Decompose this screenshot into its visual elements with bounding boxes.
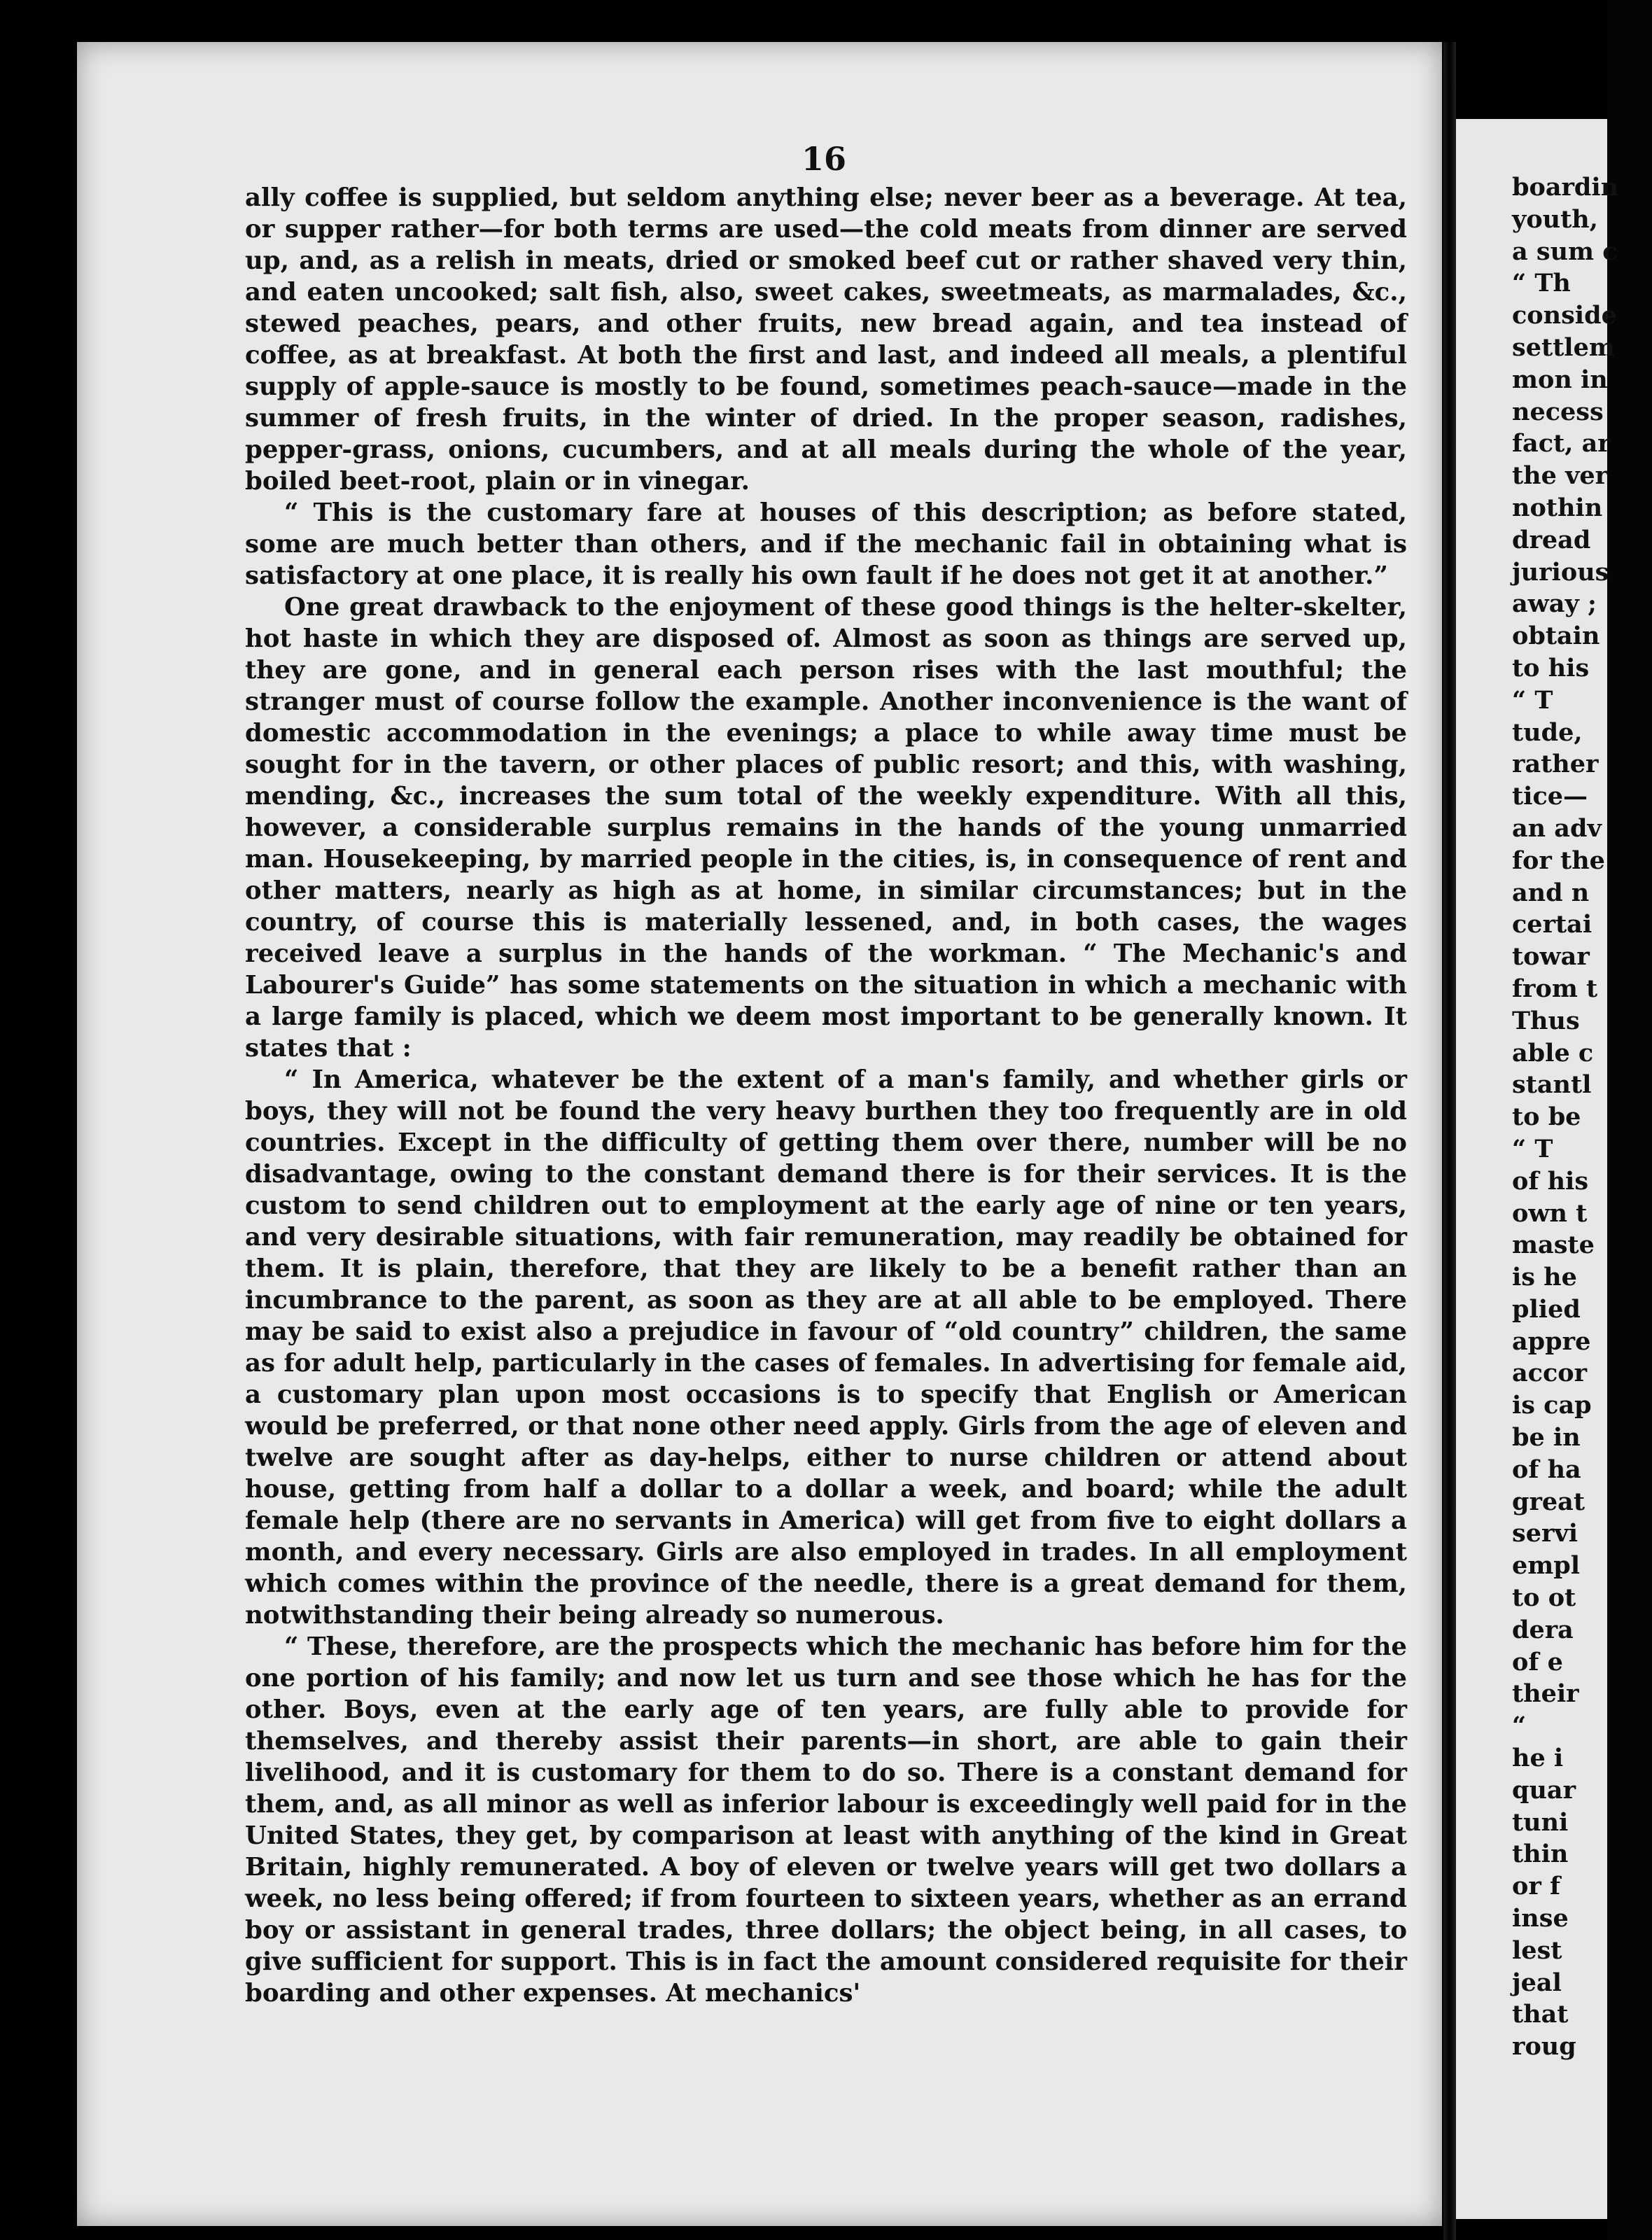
facing-page-line: own t: [1512, 1198, 1588, 1228]
facing-page-line: he i: [1512, 1744, 1564, 1773]
facing-page-line: is he: [1512, 1263, 1577, 1292]
facing-page-line: and n: [1512, 878, 1590, 907]
facing-page-line: tice—: [1512, 782, 1588, 811]
facing-page-line: maste: [1512, 1231, 1595, 1260]
facing-page-line: their: [1512, 1679, 1579, 1709]
facing-page-line: mon in: [1512, 365, 1608, 394]
facing-page-line: certai: [1512, 910, 1592, 939]
facing-page-line: nothin: [1512, 493, 1603, 522]
facing-page-line: “ T: [1512, 685, 1553, 715]
paragraph: ally coffee is supplied, but seldom anything else; never beer as a beverage. At tea, or supper rather—for both terms are used—the cold meats from dinner are served up, and, as a relish in meats, dried or smoked beef cut or rather shaved very thin, and eaten uncooked; salt fish, also, sweet cakes, sweetmeats, as marmalades, &c., stewed peaches, pears, and other fruits, new bread again, and tea instead of coffee, as at breakfast. At both the first and last, and indeed all meals, a plentiful supply of apple-sauce is mostly to be found, sometimes peach-sauce—made in the summer of fresh fruits, in the winter of dried. In the proper season, radishes, pepper-grass, onions, cucumbers, and at all meals during the whole of the year, boiled beet-root, plain or in vinegar.: [245, 183, 1407, 496]
facing-page-line: tuni: [1512, 1807, 1569, 1837]
facing-page-line: lest: [1512, 1935, 1562, 1965]
facing-page-line: able c: [1512, 1038, 1594, 1068]
body-text: [245, 182, 1407, 2009]
facing-page-line: is cap: [1512, 1391, 1592, 1420]
facing-page-line: servi: [1512, 1519, 1578, 1548]
paragraph: “ This is the customary fare at houses of this description; as before stated, some are much better than others, and if the mechanic fail in obtaining what is satisfactory at one place, it is really his own fault if he does not get it at another.”: [245, 498, 1407, 590]
paragraph: “ In America, whatever be the extent of a man's family, and whether girls or boys, they will not be found the very heavy burthen they too frequently are in old countries. Except in the difficulty of getting them over there, number will be no disadvantage, owing to the constant demand there is for their services. It is the custom to send children out to employment at the early age of nine or ten years, and very desirable situations, with fair remuneration, may readily be obtained for them. It is plain, therefore, that they are likely to be a benefit rather than an incumbrance to the parent, as soon as they are at all able to be employed. There may be said to exist also a prejudice in favour of “old country” children, the same as for adult help, particularly in the cases of females. In advertising for female aid, a customary plan upon most occasions is to specify that English or American would be preferred, or that none other need apply. Girls from the age of eleven and twelve are sought after as day-helps, either to nurse children or attend about house, getting from half a dollar to a dollar a week, and board; while the adult female help (there are no servants in America) will get from five to eight dollars a month, and every necessary. Girls are also employed in trades. In all employment which comes within the province of the needle, there is a great demand for them, notwithstanding their being already so numerous.: [245, 1065, 1407, 1630]
facing-page-line: necess: [1512, 397, 1604, 426]
facing-page-line: to his: [1512, 653, 1590, 682]
facing-page-line: stantl: [1512, 1070, 1592, 1100]
facing-page-line: tude,: [1512, 718, 1583, 747]
facing-page-line: “ Th: [1512, 269, 1571, 298]
facing-page-line: inse: [1512, 1904, 1569, 1933]
facing-page-line: thin: [1512, 1840, 1569, 1869]
facing-page-line: to be: [1512, 1102, 1581, 1132]
facing-page-line: be in: [1512, 1423, 1581, 1452]
facing-page-line: the ver: [1512, 461, 1609, 491]
facing-page-line: settlem: [1512, 332, 1615, 362]
facing-page-line: obtain: [1512, 622, 1600, 651]
facing-page-line: towar: [1512, 942, 1590, 972]
facing-page-text: [1512, 172, 1652, 2063]
facing-page-line: dread: [1512, 525, 1591, 554]
facing-page-line: fact, ar: [1512, 429, 1611, 458]
facing-page-line: empl: [1512, 1551, 1581, 1581]
facing-page-line: a sum c: [1512, 237, 1618, 266]
facing-page-line: rather: [1512, 750, 1599, 779]
facing-page-line: great: [1512, 1487, 1586, 1516]
paragraph: One great drawback to the enjoyment of these good things is the helter-skelter, hot haste in which they are disposed of. Almost as soon as things are served up, they are gone, and in general each person rises with the last mouthful; the stranger must of course follow the example. Another inconvenience is the want of domestic accommodation in the evenings; a place to while away time must be sought for in the tavern, or other places of public resort; and this, with washing, mending, &c., increases the sum total of the weekly expenditure. With all this, however, a considerable surplus remains in the hands of the young unmarried man. Housekeeping, by married people in the cities, is, in consequence of rent and other matters, nearly as high as at home, in similar circumstances; but in the country, of course this is materially lessened, and, in both cases, the wages received leave a surplus in the hands of the workman. “ The Mechanic's and Labourer's Guide” has some statements on the situation in which a mechanic with a large family is placed, which we deem most important to be generally known. It states that :: [245, 593, 1407, 1063]
facing-page-line: of e: [1512, 1647, 1563, 1676]
facing-page-line: or f: [1512, 1872, 1561, 1901]
book-gutter: [1443, 42, 1456, 2240]
facing-page-line: jeal: [1512, 1968, 1562, 1997]
facing-page-line: that: [1512, 2000, 1569, 2029]
facing-page-line: “: [1512, 1712, 1527, 1741]
facing-page-line: conside: [1512, 301, 1617, 330]
paragraph: “ These, therefore, are the prospects which the mechanic has before him for the one portion of his family; and now let us turn and see those which he has for the other. Boys, even at the early age of ten years, are fully able to provide for themselves, and thereby assist their parents—in short, are able to gain their livelihood, and it is customary for them to do so. There is a constant demand for them, and, as all minor as well as inferior labour is exceedingly well paid for in the United States, they get, by comparison at least with anything of the kind in Great Britain, highly remunerated. A boy of eleven or twelve years will get two dollars a week, no less being offered; if from fourteen to sixteen years, whether as an errand boy or assistant in general trades, three dollars; the object being, in all cases, to give sufficient for support. This is in fact the amount considered requisite for their boarding and other expenses. At mechanics': [245, 1632, 1407, 2008]
facing-page-line: for the: [1512, 846, 1605, 875]
facing-page-line: quar: [1512, 1775, 1576, 1805]
facing-page-line: from t: [1512, 974, 1598, 1003]
facing-page-line: of ha: [1512, 1455, 1581, 1484]
facing-page-line: appre: [1512, 1326, 1591, 1356]
facing-page-line: “ T: [1512, 1134, 1553, 1163]
facing-page-line: accor: [1512, 1359, 1588, 1388]
facing-page-line: plied: [1512, 1294, 1581, 1324]
facing-page-line: jurious: [1512, 557, 1609, 587]
facing-page-line: of his: [1512, 1166, 1589, 1196]
facing-page-line: youth,: [1512, 204, 1598, 234]
facing-page-line: boardin: [1512, 173, 1619, 202]
facing-page-line: away ;: [1512, 589, 1597, 619]
facing-page-line: dera: [1512, 1615, 1574, 1644]
facing-page-line: Thus: [1512, 1006, 1580, 1035]
page-number: 16: [802, 140, 847, 178]
facing-page-line: roug: [1512, 2032, 1576, 2062]
facing-page-line: an adv: [1512, 813, 1602, 843]
facing-page-line: to ot: [1512, 1583, 1576, 1613]
